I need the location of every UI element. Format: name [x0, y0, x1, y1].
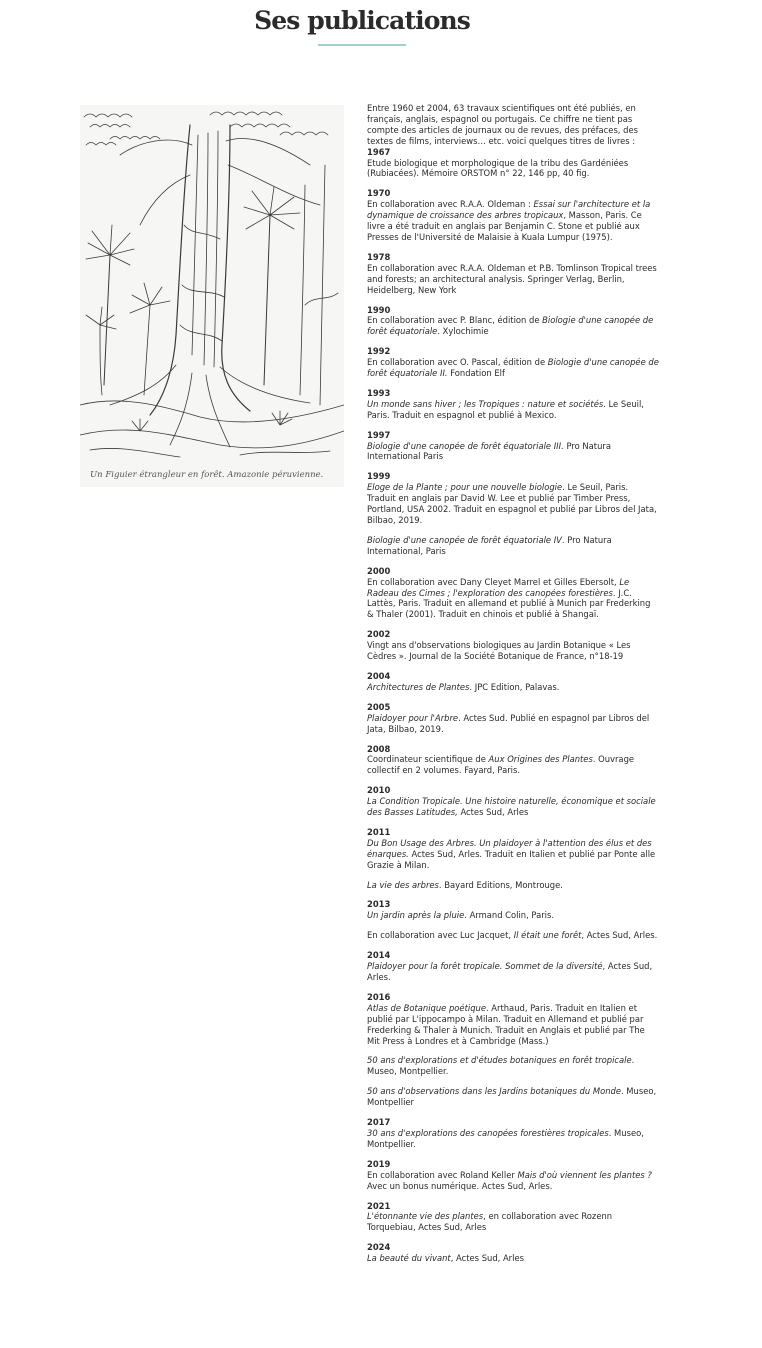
publication-entry [367, 899, 659, 921]
publication-detail-text: Etude biologique et morphologique de la tribu des Gardéniées (Rubiacées). Mémoire ORSTOM n° 22, 146 pp, 40 fig. [367, 157, 629, 179]
publication-description [367, 1128, 659, 1150]
publication-detail-text: En collaboration avec P. Blanc, édition de [367, 315, 543, 326]
publication-detail-text: Vingt ans d'observations biologiques au Jardin Botanique « Les Cèdres ». Journal de la Société Botanique de France, n°18-19 [367, 640, 631, 662]
publication-year: 1997 [367, 429, 391, 440]
publication-detail-text: Coordinateur scientifique de [367, 754, 489, 765]
publication-entry [367, 992, 659, 1047]
publication-year: 1992 [367, 346, 391, 357]
publication-detail-text: . Arthaud, Paris. Traduit en Italien et publié par L'ippocampo à Milan. Traduit en Allemand et publié par Frederking & Thaler à Munich. Traduit en Anglais et publié par The Mit Press à Londres et à Cambridge (Mass.) [367, 1002, 645, 1046]
publication-entry [367, 535, 659, 557]
publication-detail-text: Pro Natura International Paris [367, 440, 611, 462]
publication-entry [367, 471, 659, 526]
intro-paragraph: Entre 1960 et 2004, 63 travaux scientifiques ont été publiés, en français, anglais, espagnol ou portugais. Ce chiffre ne tient pas compte des articles de journaux ou de revues, des préfaces, des textes de films, interviews… etc. voici quelques titres de livres : [367, 103, 638, 146]
illustration-caption: Un Figuier étrangleur en forêt. Amazonie péruvienne. [90, 470, 324, 480]
publication-entry [367, 566, 659, 621]
publication-detail-text: En collaboration avec Roland Keller [367, 1169, 518, 1180]
publication-entry [367, 827, 659, 871]
publication-title-text: Du Bon Usage des Arbres. Un plaidoyer à l'attention des élus et des énarques. [367, 837, 652, 859]
publication-description [367, 441, 659, 463]
publication-description [367, 754, 659, 776]
publication-entry [367, 702, 659, 735]
publication-detail-text: . J.C. Lattès, Paris. Traduit en allemand et publié à Munich par Frederking & Thaler (2001). Traduit en chinois et publié à Shangaï. [367, 587, 651, 620]
publication-detail-text: . Ouvrage collectif en 2 volumes. Fayard, Paris. [367, 754, 635, 776]
publication-entry [367, 629, 659, 662]
tropical-forest-drawing-icon [80, 105, 344, 487]
publication-detail-text: Actes Sud, Arles [457, 807, 529, 818]
publication-year: 1967 [367, 146, 391, 157]
publication-title-text: Un jardin après la pluie [367, 910, 465, 921]
publication-description [367, 713, 659, 735]
publication-year: 1970 [367, 188, 391, 199]
publication-detail-text: , Actes Sud, Arles [450, 1253, 524, 1264]
publication-title-text: L'étonnante vie des plantes [367, 1211, 484, 1222]
publication-year: 2013 [367, 899, 391, 910]
publication-detail-text: . Museo, Montpellier. [367, 1055, 635, 1077]
publication-description [367, 1003, 659, 1047]
publication-title-text: 30 ans d'explorations des canopées forestières tropicales [367, 1127, 609, 1138]
publication-detail-text: En collaboration avec R.A.A. Oldeman et P.B. Tomlinson Tropical trees and forests; an architectural analysis. Springer Verlag, Berlin, Heidelberg, New York [367, 262, 657, 295]
publication-title-text: La beauté du vivant [367, 1253, 451, 1264]
publication-title-text: Eloge de la Plante ; pour une nouvelle biologie [367, 482, 563, 493]
publication-detail-text: . Le Seuil, Paris. Traduit en anglais par David W. Lee et publié par Timber Press, Portland, USA 2002. Traduit en espagnol et publié par Libros del Jata, Bilbao, 2019. [367, 482, 657, 525]
publication-year: 2004 [367, 670, 391, 681]
publication-title-text: La Condition Tropicale. Une histoire naturelle, économique et sociale des Basses Latitudes, [367, 796, 656, 818]
publication-entry [367, 188, 659, 243]
publication-detail-text: . Museo, Montpellier. [367, 1127, 644, 1149]
publication-entry [367, 305, 659, 338]
publication-entry [367, 1159, 659, 1192]
publication-entry [367, 388, 659, 421]
publication-entry [367, 744, 659, 777]
publication-title-text: Essai sur l'architecture et la dynamique de croissance des arbres tropicaux [367, 199, 651, 221]
publication-title-text: Biologie d'une canopée de forêt équatoriale II. [367, 357, 659, 379]
publication-year: 2017 [367, 1117, 391, 1128]
publication-detail-text: . Le Seuil, Paris. Traduit en espagnol et publié à Mexico. [367, 398, 644, 420]
publication-year: 2019 [367, 1158, 391, 1169]
publication-detail-text: . Actes Sud. Publié en espagnol par Libros del Jata, Bilbao, 2019. [367, 712, 650, 734]
publication-description [367, 1211, 659, 1233]
publication-year: 2005 [367, 701, 391, 712]
publication-description [367, 399, 659, 421]
publication-description [367, 930, 659, 941]
publication-detail-text: En collaboration avec Dany Cleyet Marrel et Gilles Ebersolt, [367, 576, 620, 587]
publication-year: 2021 [367, 1200, 391, 1211]
publication-entry [367, 930, 659, 941]
publication-detail-text: Fondation Elf [447, 368, 505, 379]
publication-detail-text: Actes Sud, Arles. Traduit en Italien et publié par Ponte alle Grazie à Milan. [367, 848, 656, 870]
publication-detail-text: . JPC Edition, Palavas. [469, 681, 560, 692]
publication-detail-text: En collaboration avec R.A.A. Oldeman : [367, 199, 534, 210]
publication-detail-text: , Actes Sud, Arles. [581, 930, 658, 941]
publication-entry [367, 671, 659, 693]
publication-description [367, 1170, 659, 1192]
publication-description [367, 263, 659, 296]
publication-description [367, 199, 659, 243]
publication-entry [367, 880, 659, 891]
publication-entry [367, 950, 659, 983]
publication-description [367, 577, 659, 621]
publication-title-text: Un monde sans hiver ; les Tropiques : nature et sociétés [367, 398, 604, 409]
publication-detail-text: , en collaboration avec Rozenn Torquebiau, Actes Sud, Arles [367, 1211, 613, 1233]
publication-year: 2010 [367, 785, 391, 796]
publication-year: 1993 [367, 387, 391, 398]
publication-detail-text: . Xylochimie [437, 326, 489, 337]
publication-entry [367, 785, 659, 818]
publication-entry [367, 346, 659, 379]
publication-description [367, 158, 659, 180]
publication-description [367, 535, 659, 557]
publication-entry [367, 1242, 659, 1264]
publication-list [367, 147, 659, 1264]
publication-detail-text: En collaboration avec O. Pascal, édition de [367, 357, 548, 368]
publication-entry [367, 252, 659, 296]
publication-year: 2000 [367, 565, 391, 576]
publications-column [367, 103, 659, 1273]
publication-detail-text: . Bayard Editions, Montrouge. [438, 879, 563, 890]
publication-description [367, 1055, 659, 1077]
publication-description [367, 880, 659, 891]
publication-detail-text: . Museo, Montpellier [367, 1086, 657, 1108]
publication-detail-text: . Armand Colin, Paris. [464, 910, 555, 921]
publication-title-text: Atlas de Botanique poétique [367, 1002, 486, 1013]
publication-title-text: Plaidoyer pour la forêt tropicale. Sommet de la diversité [367, 961, 603, 972]
publication-entry [367, 1086, 659, 1108]
publication-year: 2016 [367, 991, 391, 1002]
publication-description [367, 315, 659, 337]
publication-description [367, 640, 659, 662]
publication-year: 1999 [367, 471, 391, 482]
publication-entry [367, 147, 659, 180]
publication-year: 2011 [367, 826, 391, 837]
publication-entry [367, 1117, 659, 1150]
publication-title-text: Biologie d'une canopée de forêt équatoriale IV [367, 534, 562, 545]
publication-entry [367, 1055, 659, 1077]
publication-description [367, 796, 659, 818]
publication-description [367, 1086, 659, 1108]
publication-title-text: Plaidoyer pour l'Arbre [367, 712, 459, 723]
publication-year: 2002 [367, 629, 391, 640]
publication-detail-text: En collaboration avec Luc Jacquet, [367, 930, 514, 941]
publication-description [367, 910, 659, 921]
publication-description [367, 482, 659, 526]
publication-title-text: Architectures de Plantes [367, 681, 470, 692]
publication-description [367, 838, 659, 871]
publication-title-text: Il était une forêt [513, 930, 582, 941]
publication-detail-text: . Pro Natura International, Paris [367, 534, 612, 556]
publication-title-text: Biologie d'une canopée de forêt équatoriale [367, 315, 654, 337]
publication-entry [367, 430, 659, 463]
publication-description [367, 1253, 659, 1264]
publication-year: 2008 [367, 743, 391, 754]
publication-detail-text: , Actes Sud, Arles. [367, 961, 653, 982]
publication-entry [367, 1201, 659, 1234]
page-title: Ses publications [254, 6, 470, 35]
publication-detail-text: , Masson, Paris. Ce livre a été traduit en anglais par Benjamin C. Stone et publié aux Presses de l'Université de Malaisie à Kuala Lumpur (1975). [367, 210, 642, 242]
publication-title-text: Biologie d'une canopée de forêt équatoriale III. [367, 440, 564, 451]
publication-year: 2024 [367, 1242, 391, 1253]
publication-title-text: Le Radeau des Cimes ; l'exploration des canopées forestières [367, 576, 630, 598]
publication-description [367, 961, 659, 983]
publication-description [367, 357, 659, 379]
publication-title-text: Aux Origines des Plantes [488, 754, 593, 765]
publication-year: 1978 [367, 251, 391, 262]
publication-description [367, 682, 659, 693]
publication-title-text: La vie des arbres [367, 879, 439, 890]
title-underline [318, 44, 406, 46]
publication-title-text: Mais d'où viennent les plantes ? [517, 1169, 652, 1180]
publication-title-text: 50 ans d'explorations et d'études botaniques en forêt tropicale [367, 1055, 632, 1066]
publication-year: 2014 [367, 950, 391, 961]
publication-title-text: 50 ans d'observations dans les Jardins botaniques du Monde [367, 1086, 621, 1097]
publication-detail-text: Avec un bonus numérique. Actes Sud, Arles. [367, 1180, 553, 1191]
publication-year: 1990 [367, 304, 391, 315]
